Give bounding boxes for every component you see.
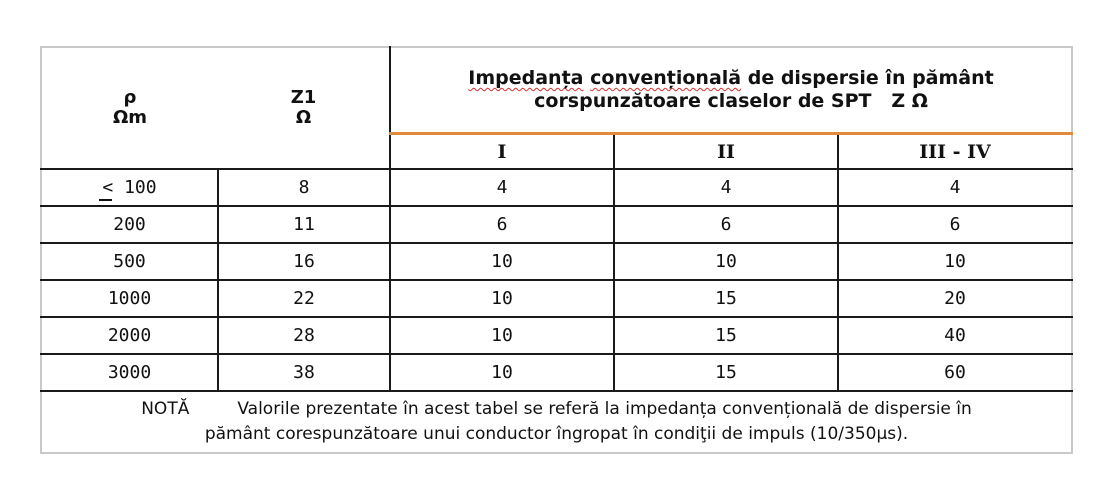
cell-rho: 3000 [41,354,218,391]
class-header-i: I [390,134,614,170]
cell-class-iii-iv: 10 [838,243,1072,280]
header-rho-symbol: ρ [123,87,137,108]
cell-class-iii-iv: 20 [838,280,1072,317]
less-equal-sign: < [102,177,114,198]
table-row [41,317,1072,354]
cell-class-i: 6 [390,206,614,243]
cell-z1: 22 [218,280,390,317]
cell-class-iii-iv: 60 [838,354,1072,391]
title-line-1-rest: de dispersie în pământ [741,67,994,89]
note-label: NOTĂ [141,399,190,419]
cell-class-i: 10 [390,354,614,391]
cell-class-ii: 10 [614,243,838,280]
title-word-conventionala: convențională [590,67,742,89]
title-line-2: corspunzătoare claselor de SPT Z Ω [534,90,928,112]
cell-class-i: 10 [390,317,614,354]
class-header-iii-iv: III - IV [838,134,1072,170]
cell-rho: 500 [41,243,218,280]
cell-rho-value: 100 [124,177,157,198]
cell-z1: 28 [218,317,390,354]
cell-class-iii-iv: 40 [838,317,1072,354]
header-z1-symbol: Z1 [290,87,317,108]
title-word-impedanta: Impedanța [468,67,584,89]
cell-class-iii-iv: 4 [838,169,1072,206]
table-row [41,354,1072,391]
cell-class-ii: 15 [614,317,838,354]
title-line-1 [391,67,1071,90]
note-line-1 [42,397,1071,422]
cell-z1: 16 [218,243,390,280]
header-rho [41,47,218,169]
cell-class-i: 10 [390,280,614,317]
note-line-2: pământ corespunzătoare unui conductor îngropat în condiţii de impuls (10/350μs). [204,424,909,444]
header-impedance-title [390,47,1072,134]
cell-class-i: 4 [390,169,614,206]
cell-z1: 38 [218,354,390,391]
cell-z1: 11 [218,206,390,243]
note-text-1: Valorile prezentate în acest tabel se referă la impedanța convențională de dispersie în [237,399,972,419]
header-z1-unit: Ω [295,107,312,128]
cell-rho: 2000 [41,317,218,354]
class-header-ii: II [614,134,838,170]
cell-rho: 200 [41,206,218,243]
impedance-table [40,46,1073,454]
table-row [41,243,1072,280]
header-rho-unit: Ωm [112,107,148,128]
cell-z1: 8 [218,169,390,206]
cell-class-ii: 4 [614,169,838,206]
cell-rho [41,169,218,206]
table-note [41,391,1072,453]
cell-class-ii: 6 [614,206,838,243]
table-row [41,280,1072,317]
cell-rho: 1000 [41,280,218,317]
cell-class-ii: 15 [614,354,838,391]
cell-class-i: 10 [390,243,614,280]
table-row [41,169,1072,206]
table-row [41,206,1072,243]
cell-class-iii-iv: 6 [838,206,1072,243]
note-row [41,391,1072,453]
header-z1 [218,47,390,169]
cell-class-ii: 15 [614,280,838,317]
